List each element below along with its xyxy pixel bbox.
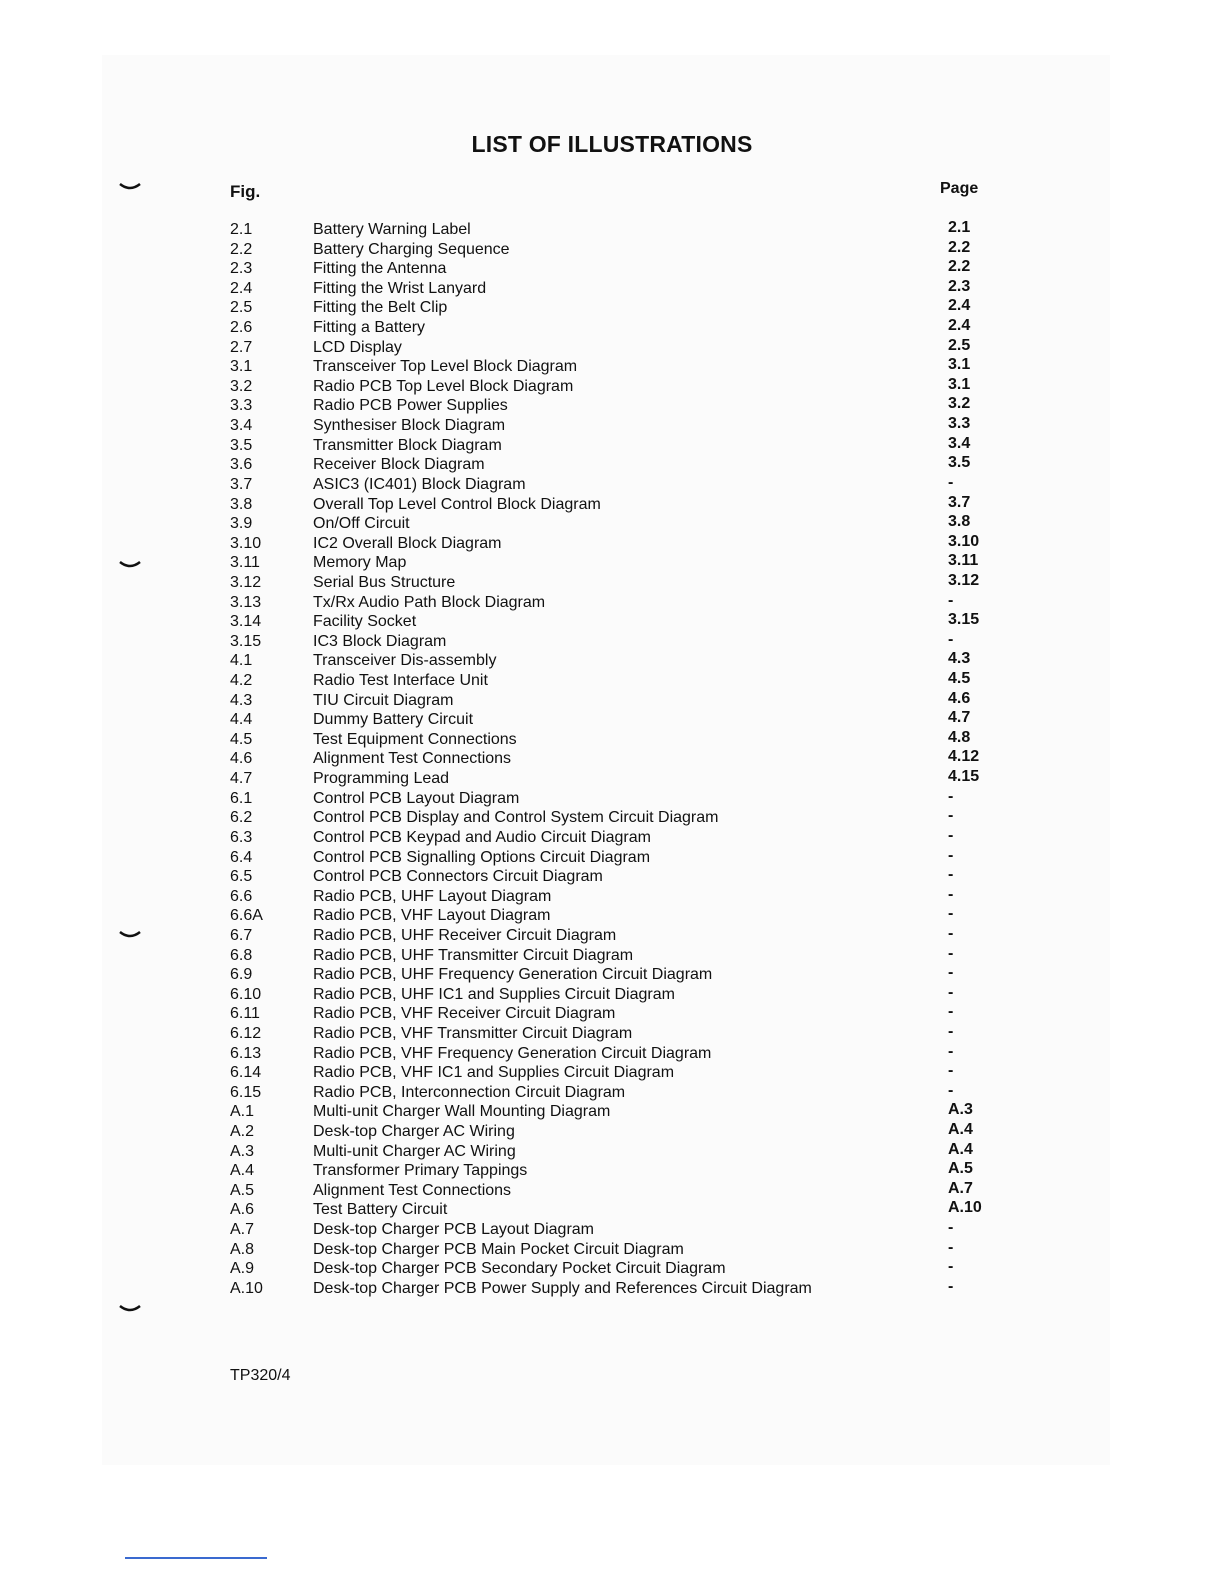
figure-number: A.3 — [230, 1142, 255, 1160]
figure-title: Facility Socket — [313, 613, 417, 631]
figure-title: Radio PCB, VHF Layout Diagram — [313, 907, 551, 925]
figure-number: 3.14 — [230, 613, 262, 631]
list-item — [0, 220, 1224, 240]
list-item — [0, 906, 1224, 926]
figure-number: 6.12 — [230, 1024, 262, 1042]
figure-title: Dummy Battery Circuit — [313, 711, 474, 729]
figure-title: ASIC3 (IC401) Block Diagram — [313, 475, 526, 493]
figure-number: A.9 — [230, 1260, 255, 1278]
figure-title: Radio PCB, UHF Frequency Generation Circuit Diagram — [313, 966, 713, 984]
figure-title: Programming Lead — [313, 770, 450, 788]
figure-number: 3.3 — [230, 397, 253, 415]
figure-page: - — [948, 1022, 954, 1040]
list-item — [0, 691, 1224, 711]
figure-title: Desk-top Charger AC Wiring — [313, 1123, 515, 1141]
figure-number: A.1 — [230, 1103, 255, 1121]
figure-page: A.10 — [948, 1199, 982, 1217]
list-item — [0, 1004, 1224, 1024]
figure-number: 2.3 — [230, 260, 253, 278]
figure-number: A.7 — [230, 1221, 255, 1239]
list-item — [0, 789, 1224, 809]
figure-page: 4.8 — [948, 728, 971, 746]
figure-page: A.4 — [948, 1140, 973, 1158]
figure-page: - — [948, 1003, 954, 1021]
figure-title: Control PCB Keypad and Audio Circuit Diagram — [313, 828, 651, 846]
list-item — [0, 1102, 1224, 1122]
list-item — [0, 338, 1224, 358]
figure-number: 6.11 — [230, 1005, 260, 1023]
list-item — [0, 612, 1224, 632]
figure-title: Receiver Block Diagram — [313, 456, 485, 474]
figure-title: Radio PCB, UHF Transmitter Circuit Diagram — [313, 946, 634, 964]
figure-number: 3.13 — [230, 593, 262, 611]
fig-column-header: Fig. — [230, 182, 261, 201]
figure-number: 3.5 — [230, 436, 253, 454]
figure-page: A.4 — [948, 1121, 973, 1139]
list-item — [0, 867, 1224, 887]
figure-title: Overall Top Level Control Block Diagram — [313, 495, 601, 513]
figure-page: - — [948, 1258, 954, 1276]
figure-page: - — [948, 1062, 954, 1080]
figure-number: A.4 — [230, 1162, 255, 1180]
figure-title: IC3 Block Diagram — [313, 632, 447, 650]
figure-number: 4.7 — [230, 770, 253, 788]
figure-title: Alignment Test Connections — [313, 1181, 512, 1199]
list-item — [0, 553, 1224, 573]
figure-title: Fitting a Battery — [313, 319, 426, 337]
figure-page: 3.10 — [948, 532, 980, 550]
list-item — [0, 593, 1224, 613]
figure-page: - — [948, 807, 954, 825]
figure-number: 6.13 — [230, 1044, 262, 1062]
figure-title: Fitting the Wrist Lanyard — [313, 279, 487, 297]
figure-page: - — [948, 983, 954, 1001]
figure-number: 6.5 — [230, 868, 253, 886]
figure-page: - — [948, 1081, 954, 1099]
figure-page: - — [948, 1042, 954, 1060]
figure-page: 3.3 — [948, 415, 971, 433]
figure-page: 4.12 — [948, 748, 980, 766]
figure-page: 3.1 — [948, 375, 971, 393]
figure-title: Control PCB Layout Diagram — [313, 789, 520, 807]
figure-page: - — [948, 630, 954, 648]
figure-number: 2.2 — [230, 240, 253, 258]
figure-number: 3.12 — [230, 573, 262, 591]
figure-page: - — [948, 1238, 954, 1256]
figure-title: Desk-top Charger PCB Power Supply and References Circuit Diagram — [313, 1279, 812, 1297]
list-item — [0, 1044, 1224, 1064]
figure-number: 3.10 — [230, 534, 262, 552]
list-item — [0, 808, 1224, 828]
figure-title: Radio PCB, UHF Layout Diagram — [313, 887, 552, 905]
figure-title: Transformer Primary Tappings — [313, 1162, 528, 1180]
figure-number: 3.8 — [230, 495, 253, 513]
list-item — [0, 632, 1224, 652]
figure-page: - — [948, 846, 954, 864]
figure-number: 6.8 — [230, 946, 253, 964]
figure-number: 3.7 — [230, 475, 253, 493]
list-item — [0, 436, 1224, 456]
list-item — [0, 1181, 1224, 1201]
figure-number: 3.6 — [230, 456, 253, 474]
figure-page: 3.15 — [948, 611, 980, 629]
figure-page: 3.1 — [948, 356, 971, 374]
figure-number: 4.5 — [230, 730, 253, 748]
figure-page: 3.2 — [948, 395, 971, 413]
figure-page: 2.1 — [948, 219, 971, 236]
figure-page: 4.15 — [948, 768, 980, 786]
figure-number: 6.6 — [230, 887, 253, 905]
figure-number: 4.1 — [230, 652, 253, 670]
figure-page: A.7 — [948, 1179, 973, 1197]
figure-number: 2.5 — [230, 299, 253, 317]
list-item — [0, 926, 1224, 946]
figure-title: LCD Display — [313, 338, 402, 356]
binder-mark-icon — [118, 180, 142, 194]
figure-page: 4.3 — [948, 650, 971, 668]
figure-page: 2.2 — [948, 258, 971, 276]
figure-number: 2.7 — [230, 338, 253, 356]
figure-page: 4.5 — [948, 670, 971, 688]
figure-number: 6.2 — [230, 809, 253, 827]
figure-title: Battery Warning Label — [313, 221, 471, 238]
figure-number: 6.7 — [230, 926, 253, 944]
figure-title: Synthesiser Block Diagram — [313, 417, 506, 435]
figure-page: 4.7 — [948, 709, 971, 727]
list-item — [0, 730, 1224, 750]
figure-page: - — [948, 591, 954, 609]
figure-number: A.5 — [230, 1181, 255, 1199]
list-item — [0, 1200, 1224, 1220]
figure-number: A.8 — [230, 1240, 255, 1258]
list-item — [0, 887, 1224, 907]
figure-title: Memory Map — [313, 554, 407, 572]
list-item — [0, 1240, 1224, 1260]
figure-title: Radio PCB Power Supplies — [313, 397, 508, 415]
illustrations-list — [0, 220, 1224, 1299]
figure-title: Radio PCB, VHF Transmitter Circuit Diagram — [313, 1024, 633, 1042]
figure-number: 3.2 — [230, 377, 253, 395]
figure-title: Radio Test Interface Unit — [313, 672, 488, 690]
figure-title: Radio PCB, UHF IC1 and Supplies Circuit Diagram — [313, 985, 675, 1003]
figure-page: 3.5 — [948, 454, 971, 472]
figure-number: 2.4 — [230, 279, 253, 297]
list-item — [0, 259, 1224, 279]
list-item — [0, 710, 1224, 730]
list-item — [0, 651, 1224, 671]
figure-page: 2.2 — [948, 238, 971, 256]
figure-title: Fitting the Belt Clip — [313, 299, 448, 317]
figure-title: Desk-top Charger PCB Secondary Pocket Circuit Diagram — [313, 1260, 726, 1278]
list-item — [0, 573, 1224, 593]
figure-number: 6.3 — [230, 828, 253, 846]
figure-number: A.10 — [230, 1279, 263, 1297]
list-item — [0, 514, 1224, 534]
figure-title: Radio PCB Top Level Block Diagram — [313, 377, 574, 395]
list-item — [0, 1063, 1224, 1083]
binder-mark-icon — [118, 1302, 142, 1316]
figure-page: - — [948, 944, 954, 962]
figure-page: 3.7 — [948, 493, 971, 511]
figure-number: 3.15 — [230, 632, 262, 650]
list-item — [0, 377, 1224, 397]
list-item — [0, 828, 1224, 848]
figure-title: Desk-top Charger PCB Layout Diagram — [313, 1221, 595, 1239]
figure-title: IC2 Overall Block Diagram — [313, 534, 502, 552]
list-item — [0, 416, 1224, 436]
figure-number: 6.15 — [230, 1083, 262, 1101]
list-item — [0, 769, 1224, 789]
figure-title: Multi-unit Charger Wall Mounting Diagram — [313, 1103, 611, 1121]
figure-title: Battery Charging Sequence — [313, 240, 510, 258]
figure-number: 6.9 — [230, 966, 253, 984]
figure-number: 4.2 — [230, 672, 253, 690]
figure-number: A.2 — [230, 1123, 255, 1141]
figure-page: 3.4 — [948, 434, 971, 452]
list-item — [0, 396, 1224, 416]
figure-number: 6.6A — [230, 907, 263, 925]
list-item — [0, 279, 1224, 299]
figure-page: - — [948, 787, 954, 805]
figure-page: 2.5 — [948, 336, 971, 354]
figure-number: 3.1 — [230, 358, 253, 376]
figure-page: - — [948, 964, 954, 982]
figure-title: Fitting the Antenna — [313, 260, 447, 278]
figure-title: Control PCB Display and Control System Circuit Diagram — [313, 809, 719, 827]
figure-title: Test Battery Circuit — [313, 1201, 448, 1219]
figure-page: A.5 — [948, 1160, 973, 1178]
figure-number: 4.4 — [230, 711, 253, 729]
list-item — [0, 495, 1224, 515]
list-item — [0, 1220, 1224, 1240]
figure-page: 3.8 — [948, 513, 971, 531]
figure-number: 4.6 — [230, 750, 253, 768]
figure-number: 6.4 — [230, 848, 253, 866]
list-item — [0, 946, 1224, 966]
list-item — [0, 475, 1224, 495]
figure-number: 2.1 — [230, 221, 253, 238]
list-item — [0, 455, 1224, 475]
figure-page: - — [948, 885, 954, 903]
figure-title: On/Off Circuit — [313, 515, 410, 533]
figure-number: 3.4 — [230, 417, 253, 435]
figure-title: Transceiver Top Level Block Diagram — [313, 358, 578, 376]
figure-page: - — [948, 1219, 954, 1237]
list-item — [0, 985, 1224, 1005]
figure-title: Transmitter Block Diagram — [313, 436, 502, 454]
figure-title: Control PCB Signalling Options Circuit Diagram — [313, 848, 651, 866]
figure-number: 3.11 — [230, 554, 260, 572]
figure-title: Radio PCB, UHF Receiver Circuit Diagram — [313, 926, 617, 944]
figure-title: Radio PCB, Interconnection Circuit Diagram — [313, 1083, 626, 1101]
figure-number: 6.10 — [230, 985, 262, 1003]
figure-page: - — [948, 924, 954, 942]
figure-title: Multi-unit Charger AC Wiring — [313, 1142, 516, 1160]
document-code: TP320/4 — [230, 1367, 291, 1384]
figure-number: 6.1 — [230, 789, 253, 807]
figure-title: Radio PCB, VHF IC1 and Supplies Circuit Diagram — [313, 1064, 675, 1082]
figure-page: 2.4 — [948, 317, 971, 335]
list-item — [0, 1259, 1224, 1279]
list-item — [0, 1161, 1224, 1181]
figure-title: Tx/Rx Audio Path Block Diagram — [313, 593, 546, 611]
scan-edge-line — [125, 1557, 267, 1559]
figure-page: 2.3 — [948, 277, 971, 295]
list-item — [0, 1122, 1224, 1142]
list-item — [0, 318, 1224, 338]
list-item — [0, 1279, 1224, 1299]
list-item — [0, 1083, 1224, 1103]
list-item — [0, 240, 1224, 260]
figure-title: Transceiver Dis-assembly — [313, 652, 497, 670]
page-title: LIST OF ILLUSTRATIONS — [471, 131, 753, 157]
figure-title: Radio PCB, VHF Receiver Circuit Diagram — [313, 1005, 616, 1023]
figure-page: 3.12 — [948, 571, 980, 589]
list-item — [0, 1024, 1224, 1044]
page-column-header: Page — [940, 180, 979, 197]
figure-title: Serial Bus Structure — [313, 573, 456, 591]
figure-page: A.3 — [948, 1101, 973, 1119]
figure-page: - — [948, 905, 954, 923]
list-item — [0, 848, 1224, 868]
figure-title: Desk-top Charger PCB Main Pocket Circuit Diagram — [313, 1240, 684, 1258]
figure-page: - — [948, 1277, 954, 1295]
list-item — [0, 357, 1224, 377]
figure-title: Control PCB Connectors Circuit Diagram — [313, 868, 603, 886]
figure-number: 4.3 — [230, 691, 253, 709]
figure-number: A.6 — [230, 1201, 255, 1219]
figure-number: 6.14 — [230, 1064, 262, 1082]
figure-page: 4.6 — [948, 689, 971, 707]
figure-title: Alignment Test Connections — [313, 750, 512, 768]
list-item — [0, 534, 1224, 554]
list-item — [0, 749, 1224, 769]
figure-number: 3.9 — [230, 515, 253, 533]
figure-number: 2.6 — [230, 319, 253, 337]
list-item — [0, 965, 1224, 985]
list-item — [0, 298, 1224, 318]
figure-title: Radio PCB, VHF Frequency Generation Circuit Diagram — [313, 1044, 712, 1062]
figure-page: 2.4 — [948, 297, 971, 315]
list-item — [0, 1142, 1224, 1162]
figure-page: - — [948, 473, 954, 491]
figure-title: TIU Circuit Diagram — [313, 691, 454, 709]
list-item — [0, 671, 1224, 691]
figure-page: - — [948, 866, 954, 884]
figure-page: - — [948, 826, 954, 844]
figure-page: 3.11 — [948, 552, 979, 570]
figure-title: Test Equipment Connections — [313, 730, 517, 748]
